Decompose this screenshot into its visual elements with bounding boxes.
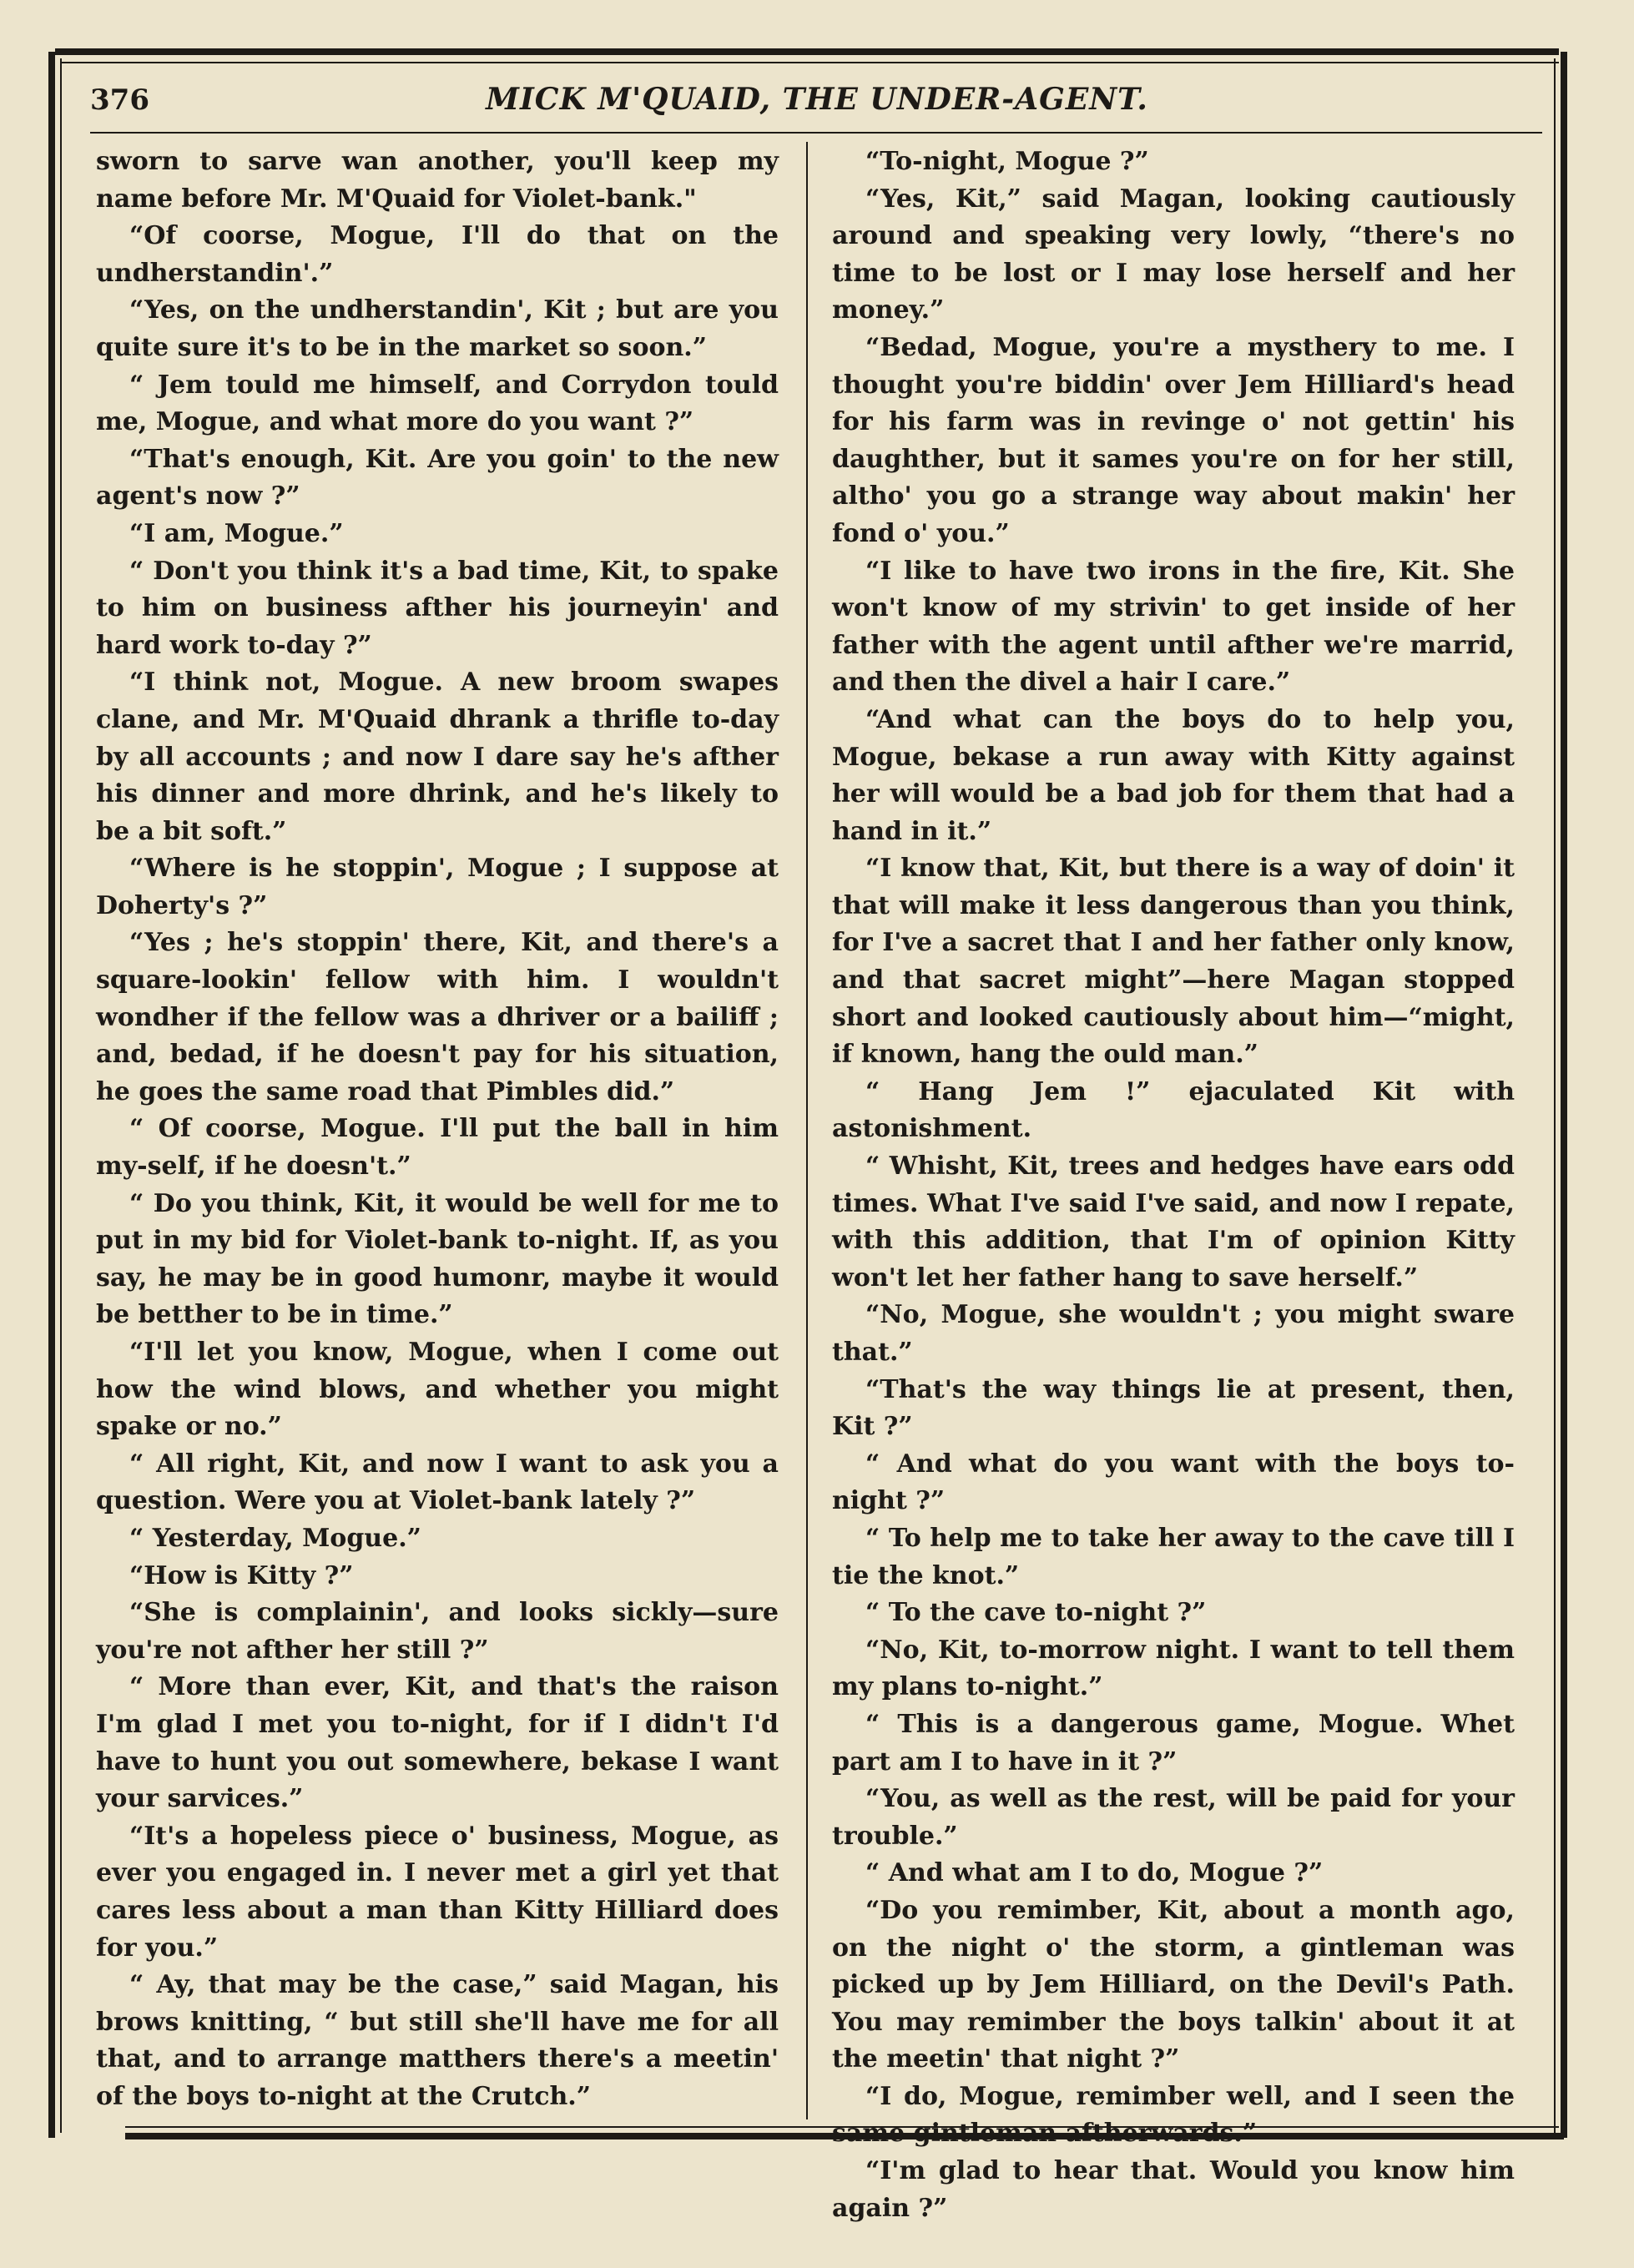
paragraph: “And what can the boys do to help you, Mogue, bekase a run away with Kitty against her will would be a bad job for them that had a hand in it.”	[832, 704, 1515, 846]
paragraph: “Yes ; he's stoppin' there, Kit, and there's a square-lookin' fellow with him. I wouldn't wondher if the fellow was a dhriver or a bailiff ; and, bedad, if he doesn't pay for his situation, he goes the same road that Pimbles did.”	[96, 928, 779, 1106]
paragraph: “ To the cave to-night ?”	[865, 1598, 1207, 1628]
paragraph: “You, as well as the rest, will be paid for your trouble.”	[832, 1784, 1515, 1851]
paragraph: “ More than ever, Kit, and that's the raison I'm glad I met you to-night, for if I didn't I'd have to hunt you out somewhere, bekase I want your sarvices.”	[96, 1672, 779, 1814]
paragraph: “Yes, Kit,” said Magan, looking cautiously around and speaking very lowly, “there's no time to be lost or I may lose herself and her money.”	[832, 184, 1515, 325]
right-column	[832, 144, 1515, 2223]
paragraph: “ Hang Jem !” ejaculated Kit with astonishment.	[832, 1076, 1515, 1144]
paragraph: “How is Kitty ?”	[129, 1560, 354, 1590]
paragraph: “ Do you think, Kit, it would be well for me to put in my bid for Violet-bank to-night. If, as you say, he may be in good humonr, maybe it would be betther to be in time.”	[96, 1188, 779, 1330]
paragraph: “She is complainin', and looks sickly—sure you're not afther her still ?”	[96, 1598, 779, 1665]
paragraph: “ Whisht, Kit, trees and hedges have ears odd times. What I've said I've said, and now I repate, with this addition, that I'm of opinion Kitty won't let her father hang to save herself.”	[832, 1152, 1515, 1293]
paragraph: “No, Kit, to-morrow night. I want to tell them my plans to-night.”	[832, 1635, 1515, 1702]
running-title: MICK M'QUAID, THE UNDER-AGENT.	[486, 82, 1148, 117]
paragraph: “I am, Mogue.”	[129, 518, 344, 548]
paragraph: “It's a hopeless piece o' business, Mogue, as ever you engaged in. I never met a girl yet that cares less about a man than Kitty Hilliard does for you.”	[96, 1821, 779, 1963]
paragraph: “That's enough, Kit. Are you goin' to the new agent's now ?”	[96, 444, 779, 512]
paragraph: “Do you remimber, Kit, about a month ago, on the night o' the storm, a gintleman was picked up by Jem Hilliard, on the Devil's Path. You may remimber the boys talkin' about it at the meetin' that night ?”	[832, 1895, 1515, 2074]
top-border-thick	[55, 48, 1559, 55]
paragraph: “ This is a dangerous game, Mogue. Whet part am I to have in it ?”	[832, 1709, 1515, 1777]
right-border-thick	[1561, 52, 1567, 2138]
paragraph: “Bedad, Mogue, you're a mysthery to me. I thought you're biddin' over Jem Hilliard's head for his farm was in revinge o' not gettin' his daughther, but it sames you're on for her still, altho' you go a strange way about makin' her fond o' you.”	[832, 332, 1515, 548]
paragraph: “ Yesterday, Mogue.”	[129, 1523, 421, 1553]
paragraph: “ Of coorse, Mogue. I'll put the ball in him my-self, if he doesn't.”	[96, 1114, 779, 1182]
paragraph: “To-night, Mogue ?”	[865, 147, 1149, 176]
paragraph: “That's the way things lie at present, then, Kit ?”	[832, 1374, 1515, 1442]
paragraph: “ Don't you think it's a bad time, Kit, to spake to him on business afther his journeyin' and hard work to-day ?”	[96, 556, 779, 660]
left-border-thick	[48, 52, 55, 2138]
paragraph: “ Ay, that may be the case,” said Magan, his brows knitting, “ but still she'll have me for all that, and to arrange matthers there's a meetin' of the boys to-night at the Crutch.”	[96, 1970, 779, 2111]
page-number: 376	[90, 83, 149, 117]
paragraph: “Of coorse, Mogue, I'll do that on the undherstandin'.”	[96, 221, 779, 288]
paragraph: “ All right, Kit, and now I want to ask you a question. Were you at Violet-bank lately ?”	[96, 1449, 779, 1516]
paragraph: “I think not, Mogue. A new broom swapes clane, and Mr. M'Quaid dhrank a thrifle to-day by all accounts ; and now I dare say he's afther his dinner and more dhrink, and he's likely to be a bit soft.”	[96, 668, 779, 846]
top-border-thin	[60, 62, 1559, 63]
left-column	[96, 144, 779, 2129]
left-border-thin	[60, 58, 62, 2133]
paragraph: “I know that, Kit, but there is a way of doin' it that will make it less dangerous than you think, for I've a sacret that I and her father only know, and that sacret might”—here Magan stopped short and looked cautiously about him—“might, if known, hang the ould man.”	[832, 854, 1515, 1070]
paragraph: “I do, Mogue, remimber well, and I seen the same gintleman aftherwards.”	[832, 2081, 1515, 2149]
column-divider	[806, 142, 808, 2119]
paragraph: “Yes, on the undherstandin', Kit ; but are you quite sure it's to be in the market so soon.”	[96, 295, 779, 362]
paragraph: “I'll let you know, Mogue, when I come out how the wind blows, and whether you might spake or no.”	[96, 1338, 779, 1442]
paragraph: “I like to have two irons in the fire, Kit. She won't know of my strivin' to get inside of her father with the agent until afther we're marrid, and then the divel a hair I care.”	[832, 556, 1515, 698]
paragraph: “ And what am I to do, Mogue ?”	[865, 1858, 1324, 1888]
paragraph: “Where is he stoppin', Mogue ; I suppose at Doherty's ?”	[96, 854, 779, 920]
header-rule	[90, 132, 1542, 134]
paragraph: “I'm glad to hear that. Would you know him again ?”	[832, 2156, 1515, 2223]
paragraph: “No, Mogue, she wouldn't ; you might sware that.”	[832, 1300, 1515, 1367]
paragraph: “ Jem tould me himself, and Corrydon tould me, Mogue, and what more do you want ?”	[96, 370, 779, 437]
paragraph: “ And what do you want with the boys to-night ?”	[832, 1449, 1515, 1516]
right-border-thin	[1554, 58, 1556, 2133]
paragraph: “ To help me to take her away to the cave till I tie the knot.”	[832, 1523, 1515, 1590]
paragraph: sworn to sarve wan another, you'll keep my name before Mr. M'Quaid for Violet-bank."	[96, 147, 779, 214]
